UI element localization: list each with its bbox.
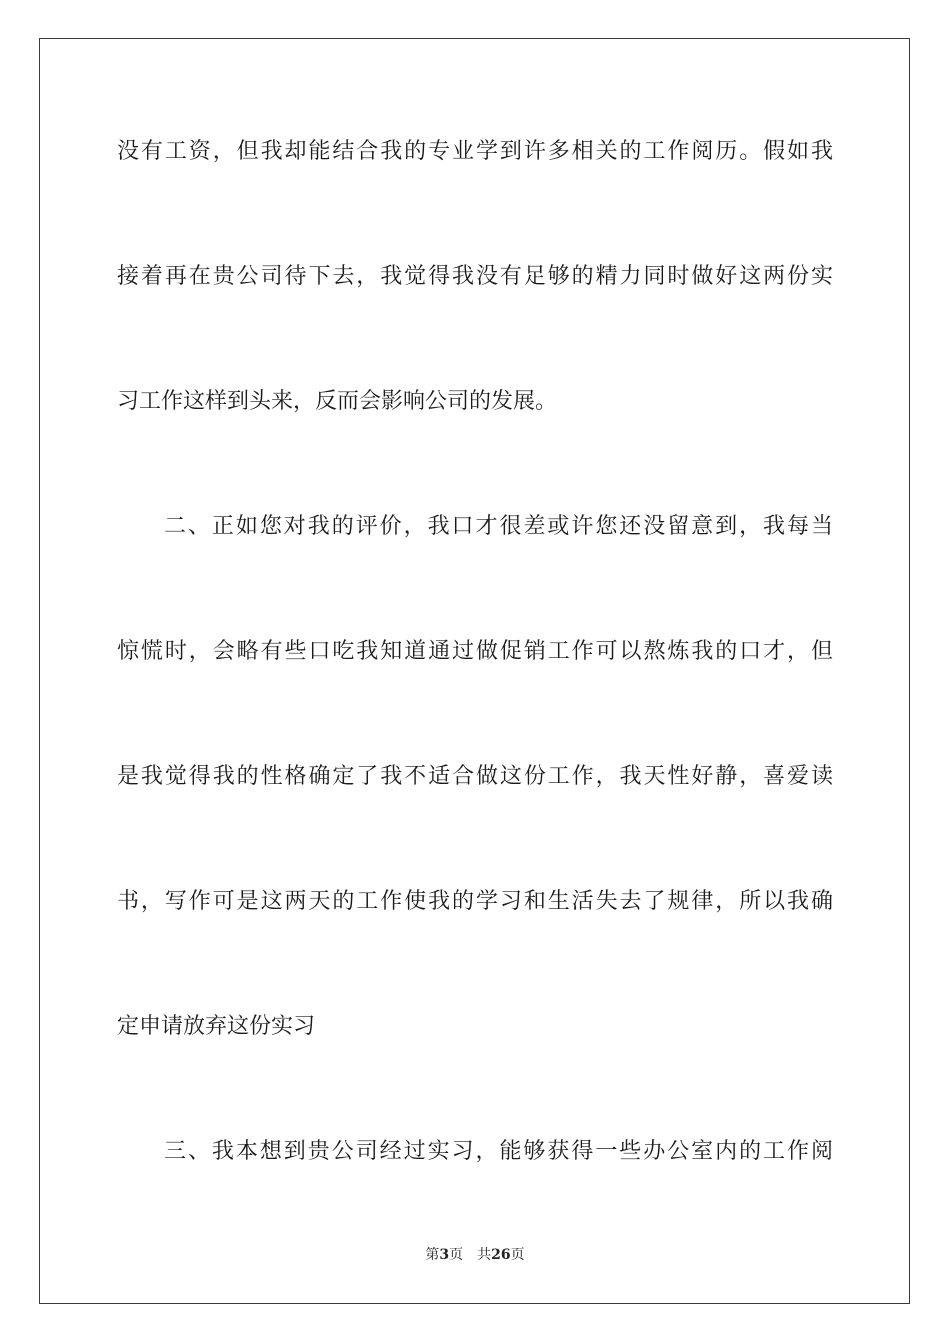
paragraph-3-first-line: 三、我本想到贵公司经过实习，能够获得一些办公室内的工作阅 — [164, 1139, 833, 1164]
page-border — [39, 38, 910, 1304]
page-prefix: 第 — [425, 1247, 440, 1263]
body-text-line: 惊慌时，会略有些口吃我知道通过做促销工作可以熬炼我的口才，但 — [117, 639, 833, 664]
page-suffix: 页 — [449, 1247, 464, 1263]
body-text-line: 习工作这样到头来，反而会影响公司的发展。 — [117, 389, 558, 414]
page-number: 3 — [439, 1247, 450, 1263]
total-prefix: 共 — [477, 1247, 492, 1263]
body-text-line: 定申请放弃这份实习 — [117, 1014, 316, 1039]
body-text-line: 书，写作可是这两天的工作使我的学习和生活失去了规律，所以我确 — [117, 889, 833, 914]
page-footer — [0, 1246, 950, 1264]
total-suffix: 页 — [510, 1247, 525, 1263]
paragraph-2-first-line: 二、正如您对我的评价，我口才很差或许您还没留意到，我每当 — [164, 514, 833, 539]
body-text-line: 接着再在贵公司待下去，我觉得我没有足够的精力同时做好这两份实 — [117, 264, 833, 289]
total-pages: 26 — [491, 1247, 511, 1263]
body-text-line: 没有工资，但我却能结合我的专业学到许多相关的工作阅历。假如我 — [117, 139, 833, 164]
body-text-line: 是我觉得我的性格确定了我不适合做这份工作，我天性好静，喜爱读 — [117, 764, 833, 789]
